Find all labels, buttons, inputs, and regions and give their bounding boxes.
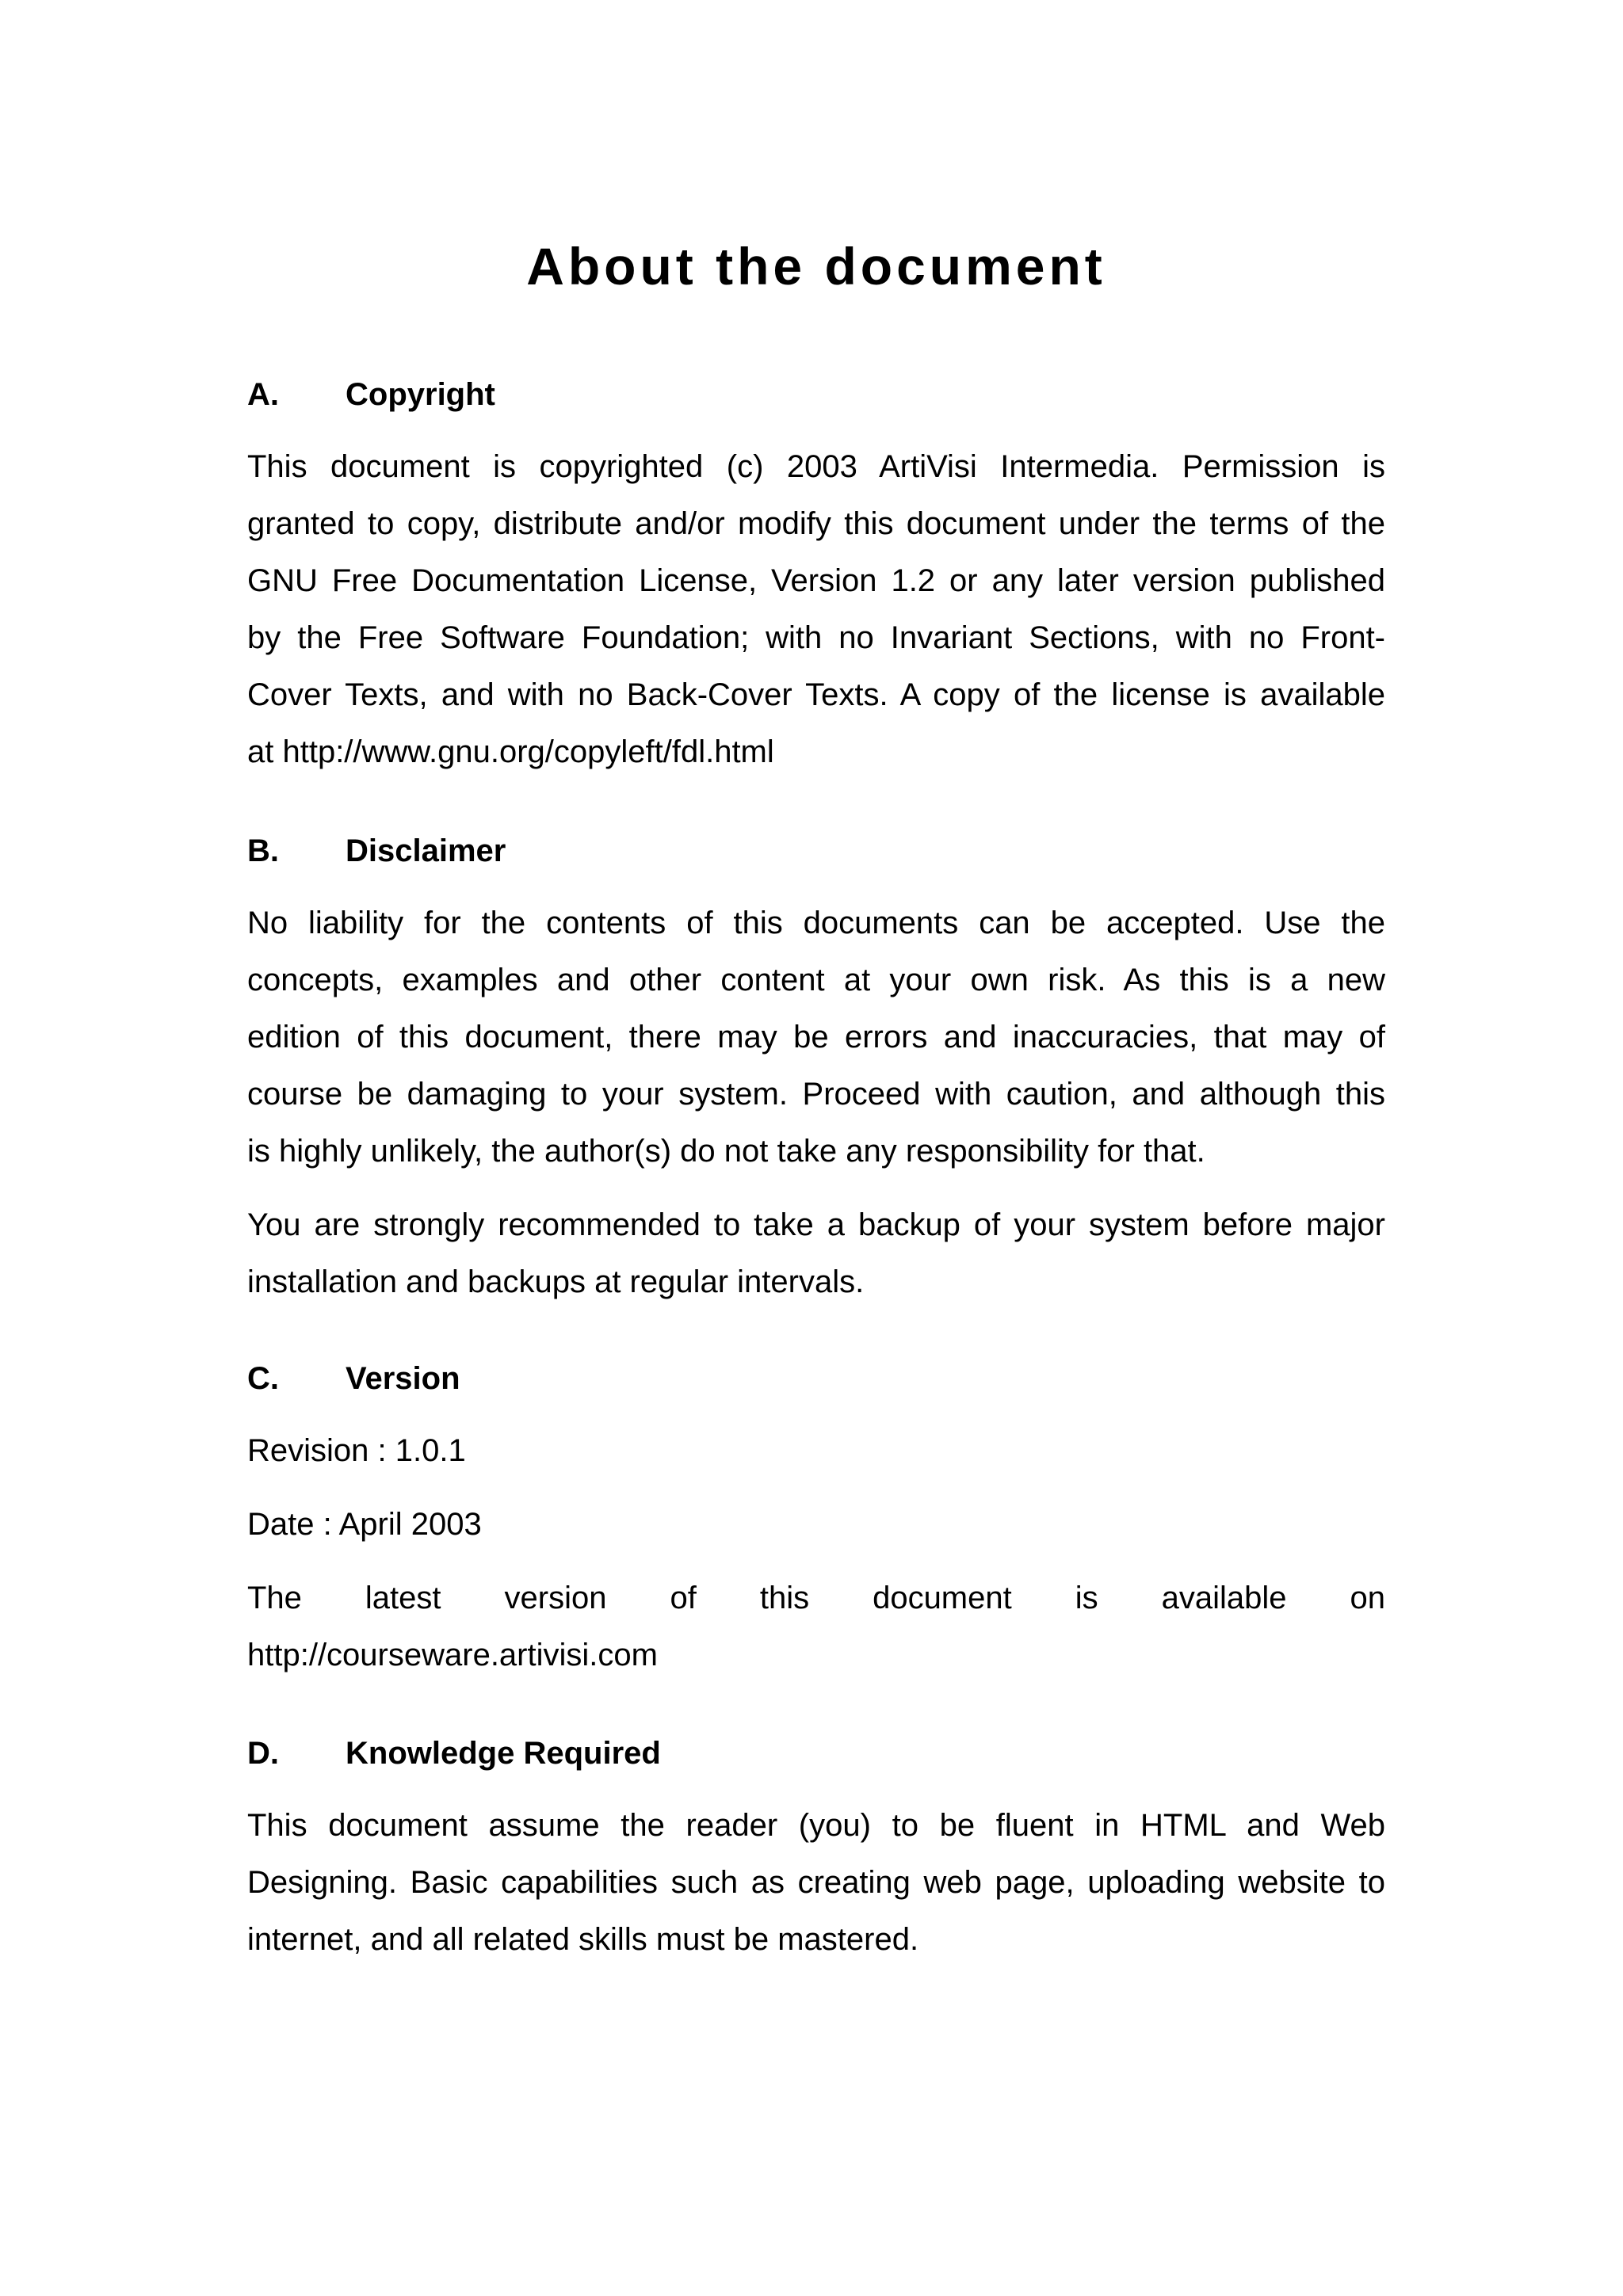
section-letter: D. <box>247 1736 279 1771</box>
text-line: Date : April 2003 <box>247 1507 482 1542</box>
text-line: GNU Free Documentation License, Version 1.2 or any later version published <box>247 563 1385 598</box>
text-line: Revision : 1.0.1 <box>247 1433 466 1468</box>
text-line: http://courseware.artivisi.com <box>247 1638 658 1672</box>
text-line: course be damaging to your system. Proceed with caution, and although this <box>247 1077 1385 1112</box>
text-line: by the Free Software Foundation; with no Invariant Sections, with no Front- <box>247 620 1385 655</box>
copyright-paragraph <box>247 438 1385 780</box>
section-letter: A. <box>247 377 279 412</box>
page-title: About the document <box>526 237 1106 296</box>
section-title: Disclaimer <box>346 833 506 868</box>
text-line: You are strongly recommended to take a backup of your system before major <box>247 1207 1385 1242</box>
date-text <box>247 1496 1385 1553</box>
section-heading <box>247 832 1385 870</box>
section-copyright <box>247 376 1385 780</box>
backup-paragraph <box>247 1196 1385 1310</box>
text-line: is highly unlikely, the author(s) do not take any responsibility for that. <box>247 1134 1205 1169</box>
text-line: concepts, examples and other content at your own risk. As this is a new <box>247 963 1385 997</box>
section-knowledge-required <box>247 1734 1385 1968</box>
section-heading <box>247 1734 1385 1772</box>
text-line: The latest version of this document is available on <box>247 1581 1385 1615</box>
text-line: Designing. Basic capabilities such as creating web page, uploading website to <box>247 1865 1385 1900</box>
text-line: edition of this document, there may be errors and inaccuracies, that may of <box>247 1020 1385 1055</box>
section-heading <box>247 376 1385 414</box>
section-title: Version <box>346 1361 460 1396</box>
text-line: granted to copy, distribute and/or modify this document under the terms of the <box>247 506 1385 541</box>
section-heading <box>247 1360 1385 1398</box>
section-letter: B. <box>247 833 279 868</box>
text-line: installation and backups at regular intervals. <box>247 1264 865 1299</box>
text-line: This document assume the reader (you) to be fluent in HTML and Web <box>247 1808 1385 1843</box>
knowledge-paragraph <box>247 1797 1385 1968</box>
section-title: Knowledge Required <box>346 1736 661 1771</box>
section-letter: C. <box>247 1361 279 1396</box>
text-line: at http://www.gnu.org/copyleft/fdl.html <box>247 734 774 769</box>
section-title: Copyright <box>346 377 495 412</box>
disclaimer-paragraph <box>247 894 1385 1180</box>
text-line: Cover Texts, and with no Back-Cover Texts. A copy of the license is available <box>247 677 1385 712</box>
text-line: internet, and all related skills must be mastered. <box>247 1922 919 1957</box>
section-version <box>247 1360 1385 1684</box>
text-line: This document is copyrighted (c) 2003 ArtiVisi Intermedia. Permission is <box>247 449 1385 484</box>
latest-version-paragraph <box>247 1569 1385 1684</box>
revision-text <box>247 1422 1385 1479</box>
text-line: No liability for the contents of this documents can be accepted. Use the <box>247 906 1385 940</box>
section-disclaimer <box>247 832 1385 1310</box>
